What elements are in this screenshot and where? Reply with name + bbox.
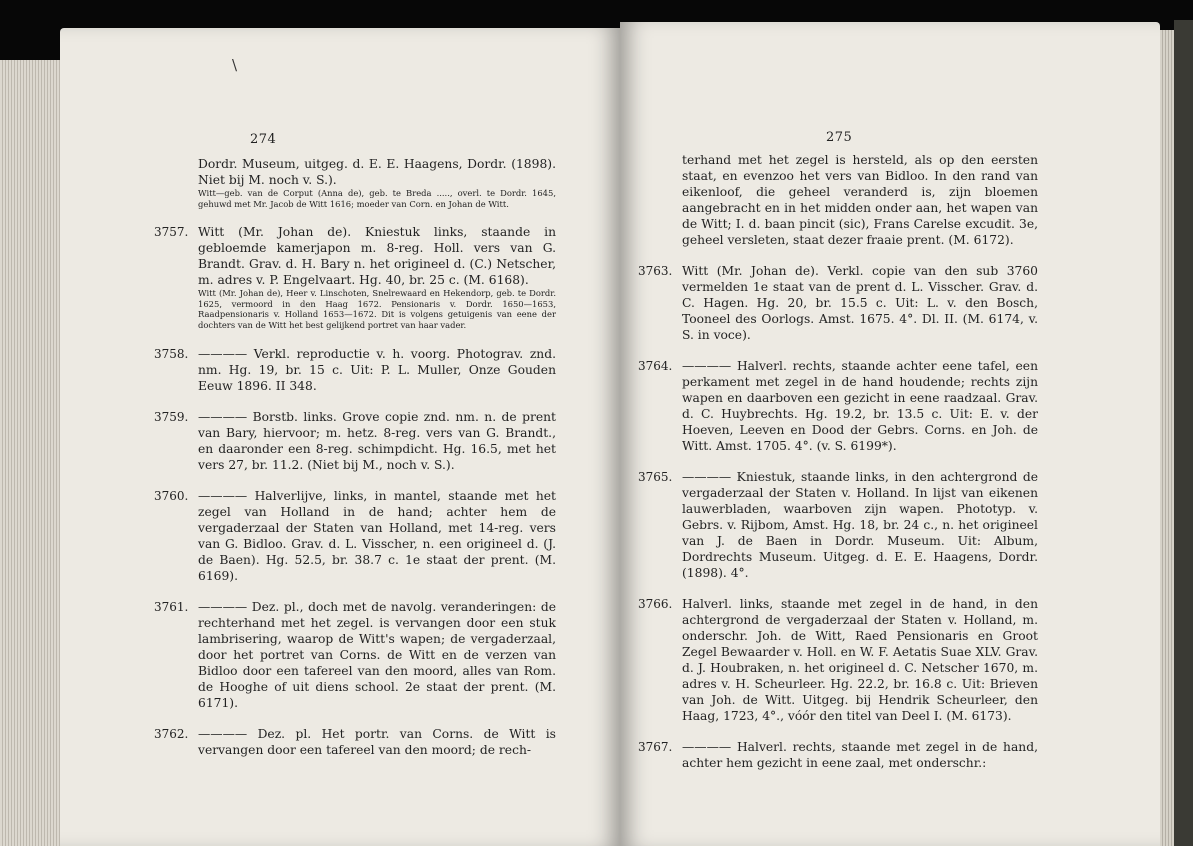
entry-number: 3764. bbox=[638, 359, 673, 373]
entry-number: 3765. bbox=[638, 470, 673, 484]
entry-text: ———— Halverl. rechts, staande met zegel in de hand, achter hem gezicht in eene zaal, met onderschr.: bbox=[682, 740, 1038, 770]
pencil-mark: \ bbox=[232, 56, 238, 74]
intro-note: Witt—geb. van de Corput (Anna de), geb. te Breda ....., overl. te Dordr. 1645, gehuwd met Mr. Jacob de Witt 1616; moeder van Corn. en Johan de Witt. bbox=[198, 188, 556, 209]
entry-number: 3761. bbox=[154, 599, 189, 614]
intro-text: Dordr. Museum, uitgeg. d. E. E. Haagens, Dordr. (1898). Niet bij M. noch v. S.). bbox=[198, 157, 556, 187]
entry-number: 3762. bbox=[154, 726, 189, 741]
catalog-entry bbox=[154, 224, 556, 330]
left-page bbox=[60, 28, 620, 846]
entry-number: 3763. bbox=[638, 264, 673, 278]
catalog-entry bbox=[154, 599, 556, 711]
catalog-entry bbox=[638, 596, 1038, 724]
entry-number: 3758. bbox=[154, 346, 189, 361]
catalog-entry bbox=[154, 726, 556, 758]
entry-text: ———— Halverlijve, links, in mantel, staande met het zegel van Holland in de hand; achter hem de vergaderzaal der Staten van Holland, met 14-reg. vers van G. Bidloo. Grav. d. L. Visscher, n. een origineel d. (J. de Baen). Hg. 52.5, br. 38.7 c. 1e staat der prent. (M. 6169). bbox=[198, 488, 556, 583]
catalog-entry bbox=[154, 346, 556, 394]
left-page-text bbox=[154, 156, 556, 758]
catalog-entry bbox=[638, 263, 1038, 343]
entry-text: ———— Kniestuk, staande links, in den achtergrond de vergaderzaal der Staten v. Holland. In lijst van eikenen lauwerbladen, waarboven zijn wapen. Phototyp. v. Gebrs. v. Rijbom, Amst. Hg. 18, br. 24 c., n. het origineel van J. de Baen in Dordr. Museum. Uit: Album, Dordrechts Museum. Uitgeg. d. E. E. Haagens, Dordr. (1898). 4°. bbox=[682, 470, 1038, 580]
page-number: 274 bbox=[250, 132, 277, 147]
entry-text: Witt (Mr. Johan de). Kniestuk links, staande in gebloemde kamerjapon m. 8-reg. Holl. vers van G. Brandt. Grav. d. H. Bary n. het origineel d. (C.) Netscher, m. adres v. P. Engelvaart. Hg. 40, br. 25 c. (M. 6168). bbox=[198, 225, 556, 288]
catalog-entry bbox=[638, 358, 1038, 454]
entry-text: ———— Halverl. rechts, staande achter eene tafel, een perkament met zegel in de hand houdende; rechts zijn wapen en daarboven een gezicht in eene raadzaal. Grav. d. C. Huybrechts. Hg. 19.2, br. 13.5 c. Uit: E. v. der Hoeven, Leeven en Dood der Gebrs. Corns. en Joh. de Witt. Amst. 1705. 4°. (v. S. 6199*). bbox=[682, 359, 1038, 453]
entry-text: ———— Dez. pl. Het portr. van Corns. de Witt is vervangen door een tafereel van den moord; de rech- bbox=[198, 726, 556, 757]
catalog-entry bbox=[638, 469, 1038, 581]
right-page bbox=[620, 22, 1160, 846]
entry-number: 3757. bbox=[154, 225, 189, 240]
book-cover-edge bbox=[1174, 20, 1193, 846]
entry-text: ———— Dez. pl., doch met de navolg. veranderingen: de rechterhand met het zegel. is vervangen door een stuk lambrisering, waarop de Witt's wapen; de vergaderzaal, door het portret van Corns. de Witt en de verzen van Bidloo door een tafereel van den moord, alles van Rom. de Hooghe of uit diens school. 2e staat der prent. (M. 6171). bbox=[198, 599, 556, 710]
entry-number: 3766. bbox=[638, 597, 673, 611]
right-page-text bbox=[638, 152, 1038, 771]
catalog-entry bbox=[154, 488, 556, 584]
entry-text: Witt (Mr. Johan de). Verkl. copie van den sub 3760 vermelden 1e staat van de prent d. L. Visscher. Grav. d. C. Hagen. Hg. 20, br. 15.5 c. Uit: L. v. den Bosch, Tooneel des Oorlogs. Amst. 1675. 4°. Dl. II. (M. 6174, v. S. in voce). bbox=[682, 264, 1038, 342]
entry-note: Witt (Mr. Johan de), Heer v. Linschoten, Snelrewaard en Hekendorp, geb. te Dordr. 1625, vermoord in den Haag 1672. Pensionaris v. Dordr. 1650—1653, Raadpensionaris v. Holland 1653—1672. Dit is volgens getuigenis van eene der dochters van de Witt het best gelijkend portret van haar vader. bbox=[198, 288, 556, 330]
catalog-entry bbox=[154, 409, 556, 473]
entry-text: Halverl. links, staande met zegel in de hand, in den achtergrond de vergaderzaal der Staten v. Holland, m. onderschr. Joh. de Witt, Raed Pensionaris en Groot Zegel Bewaarder v. Holl. en W. F. Aetatis Suae XLV. Grav. d. J. Houbraken, n. het origineel d. C. Netscher 1670, m. adres v. H. Scheurleer. Hg. 22.2, br. 16.8 c. Uit: Brieven van Joh. de Witt. Uitgeg. bij Hendrik Scheurleer, den Haag, 1723, 4°., vóór den titel van Deel I. (M. 6173). bbox=[682, 597, 1038, 723]
entry-number: 3767. bbox=[638, 740, 673, 754]
entry-number: 3759. bbox=[154, 409, 189, 424]
entry-text: ———— Borstb. links. Grove copie znd. nm. n. de prent van Bary, hiervoor; m. hetz. 8-reg. vers van G. Brandt., en daaronder een 8-reg. schimpdicht. Hg. 16.5, met het vers 27, br. 11.2. (Niet bij M., noch v. S.). bbox=[198, 409, 556, 472]
entry-number: 3760. bbox=[154, 488, 189, 503]
entry-text: ———— Verkl. reproductie v. h. voorg. Photograv. znd. nm. Hg. 19, br. 15 c. Uit: P. L. Muller, Onze Gouden Eeuw 1896. II 348. bbox=[198, 346, 556, 393]
intro-text: terhand met het zegel is hersteld, als op den eersten staat, en evenzoo het vers van Bidloo. In den rand van eikenloof, die geheel veranderd is, zijn bloemen aangebracht en in het midden onder aan, het wapen van de Witt; I. d. baan pincit (sic), Frans Carelse excudit. 3e, geheel versleten, staat dezer fraaie prent. (M. 6172). bbox=[682, 153, 1038, 247]
page-number: 275 bbox=[826, 130, 853, 145]
catalog-entry bbox=[638, 739, 1038, 771]
